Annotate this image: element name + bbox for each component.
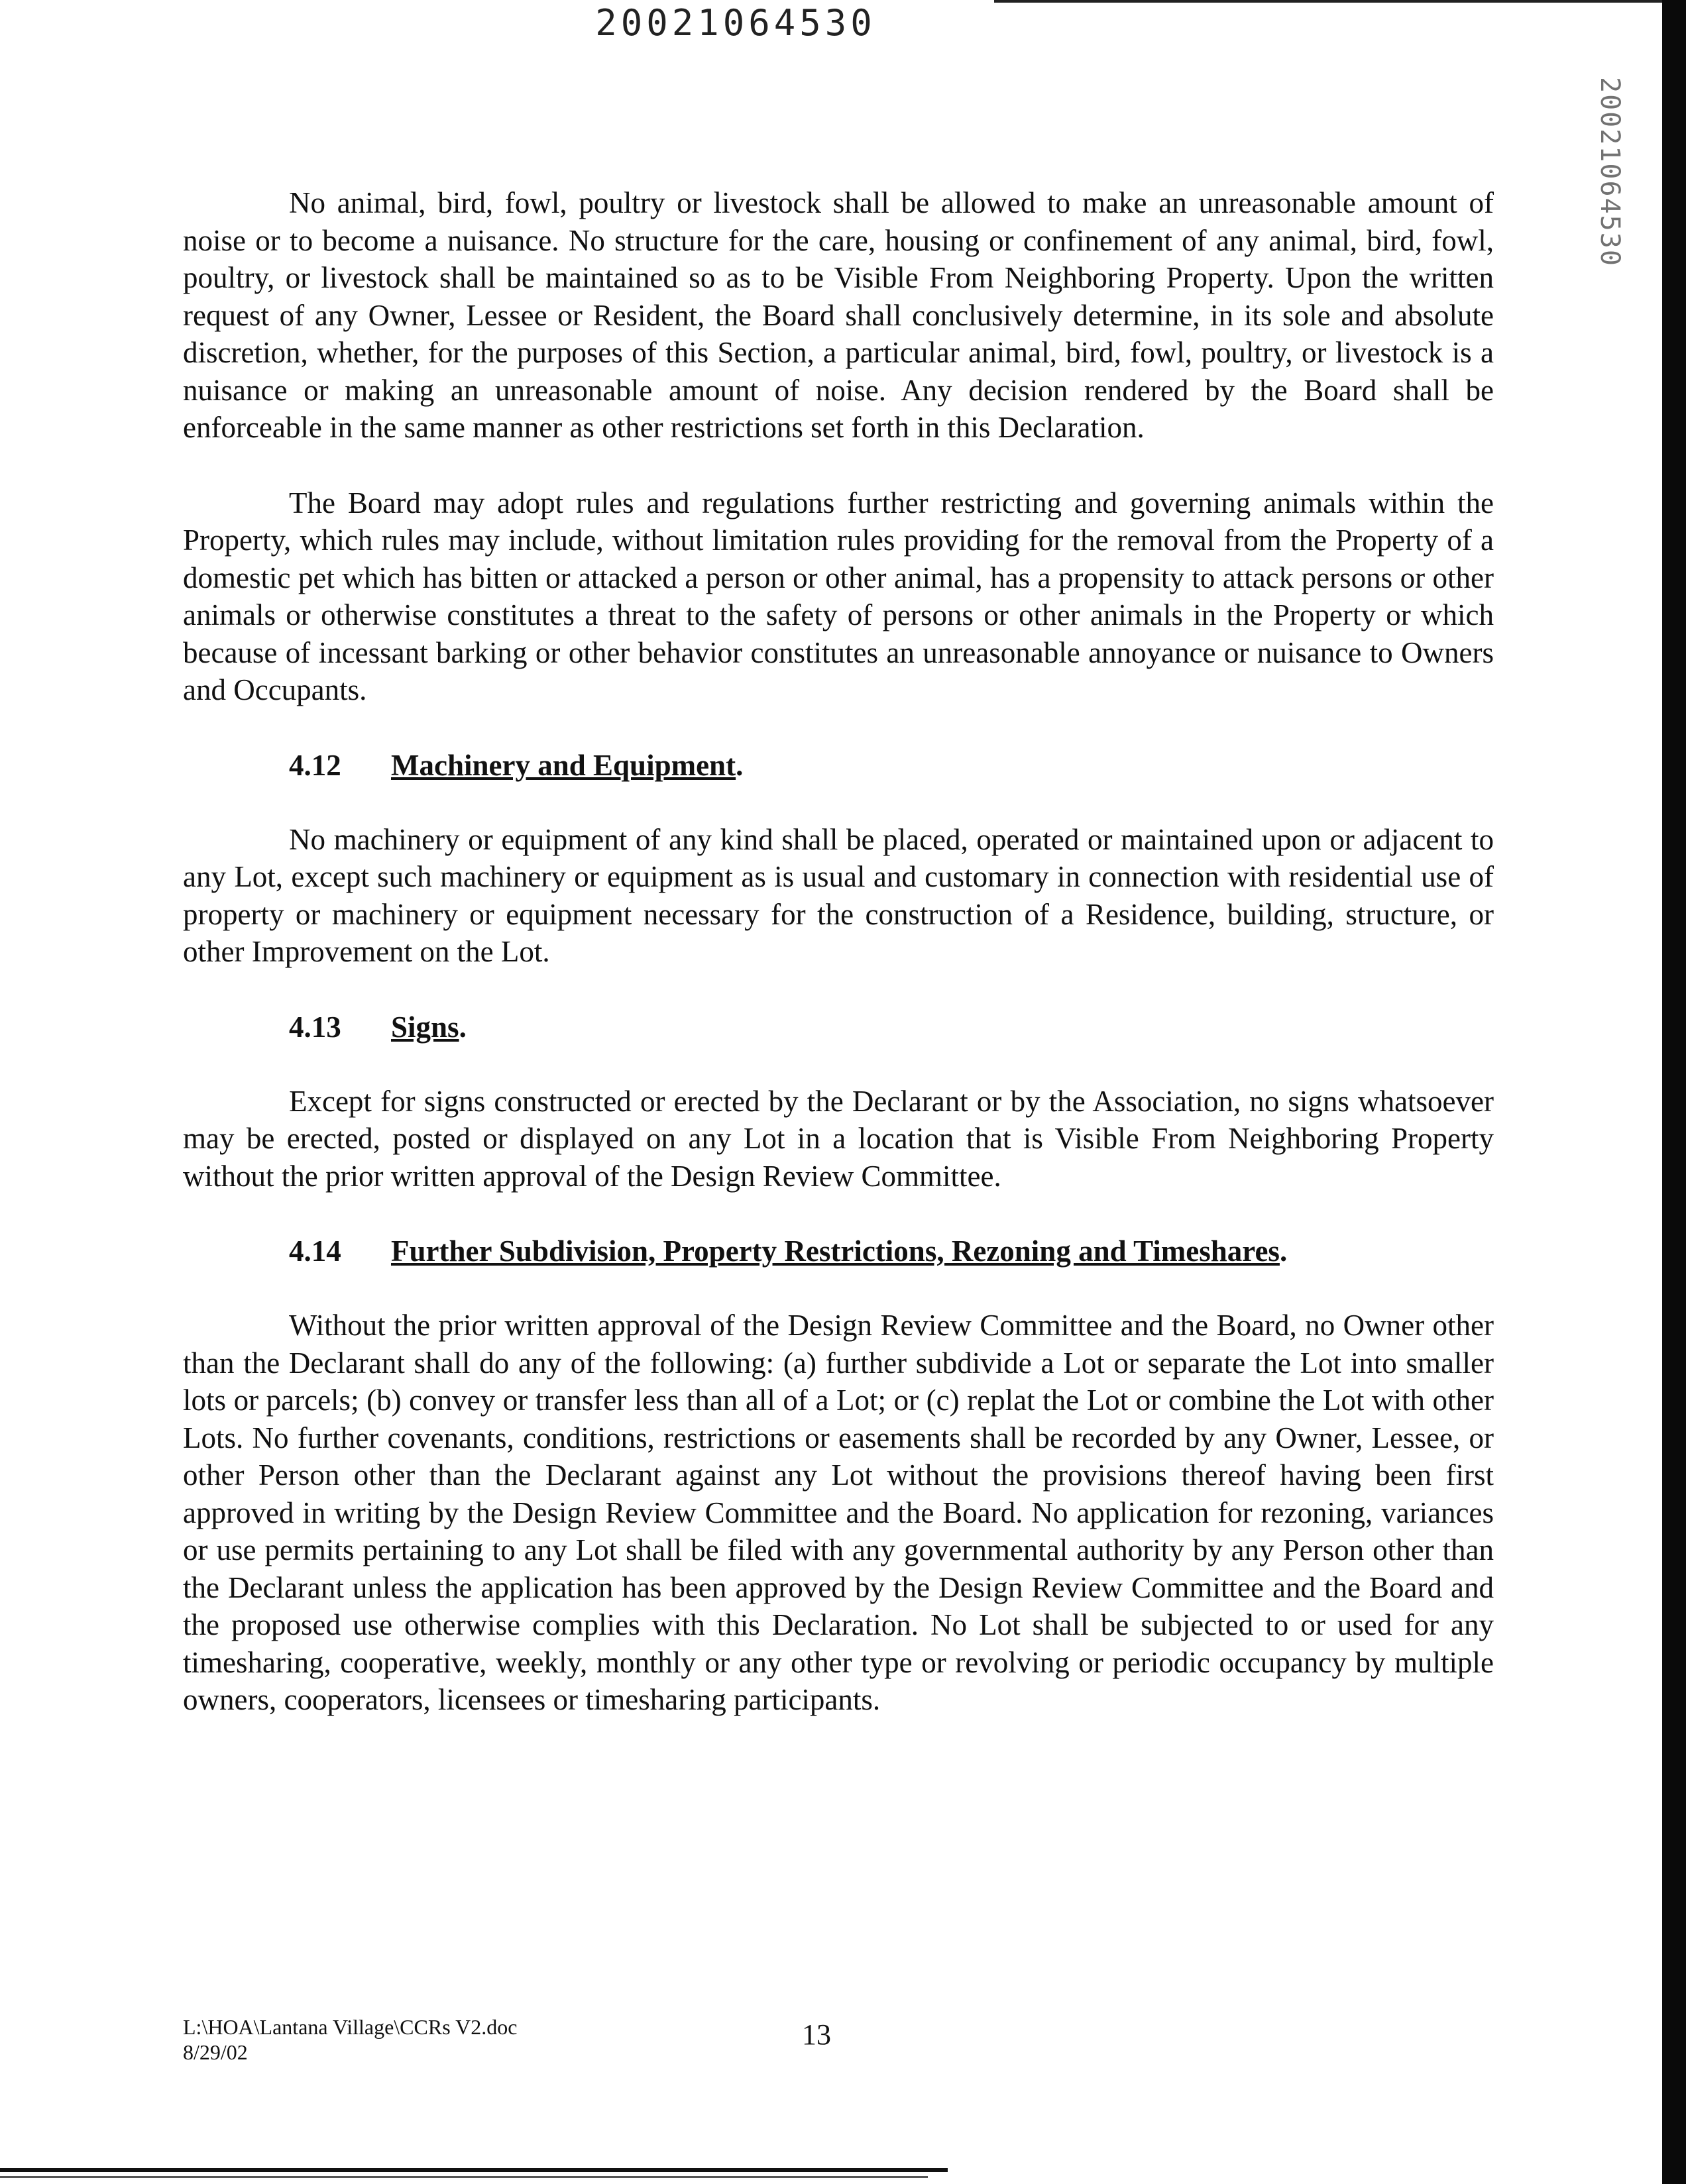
document-body [183, 184, 1494, 1757]
paragraph-animals-nuisance: No animal, bird, fowl, poultry or livestock shall be allowed to make an unreasonable amount of noise or to become a nuisance. No structure for the care, housing or confinement of any animal, bird, fowl, poultry, or livestock shall be maintained so as to be Visible From Neighboring Property. Upon the written request of any Owner, Lessee or Resident, the Board shall conclusively determine, in its sole and absolute discretion, whether, for the purposes of this Section, a particular animal, bird, fowl, poultry, or livestock is a nuisance or making an unreasonable amount of noise. Any decision rendered by the Board shall be enforceable in the same manner as other restrictions set forth in this Declaration. [183, 186, 1494, 444]
footer-date: 8/29/02 [183, 2040, 248, 2064]
section-heading-4-12: 4.12 Machinery and Equipment. [183, 747, 1494, 784]
top-rule [994, 0, 1686, 3]
page-number: 13 [802, 2018, 831, 2051]
section-heading-4-14: 4.14 Further Subdivision, Property Restrictions, Rezoning and Timeshares. [183, 1232, 1494, 1270]
section-number: 4.14 [289, 1234, 341, 1268]
section-title: Signs [391, 1010, 459, 1044]
side-stamp: 20021064530 [1595, 77, 1625, 267]
document-number: 20021064530 [595, 2, 876, 44]
section-number: 4.13 [289, 1010, 341, 1044]
paragraph-signs: Except for signs constructed or erected by the Declarant or by the Association, no signs whatsoever may be erected, posted or displayed on any Lot in a location that is Visible From Neighboring Property without the prior written approval of the Design Review Committee. [183, 1084, 1494, 1193]
footer-file-info [183, 2014, 517, 2065]
section-title: Machinery and Equipment [391, 748, 736, 782]
section-heading-4-13: 4.13 Signs. [183, 1009, 1494, 1046]
paragraph-animal-rules: The Board may adopt rules and regulations further restricting and governing animals within the Property, which rules may include, without limitation rules providing for the removal from the Property of a domestic pet which has bitten or attacked a person or other animal, has a propensity to attack persons or other animals or otherwise constitutes a threat to the safety of persons or other animals in the Property or which because of incessant barking or other behavior constitutes an unreasonable annoyance or nuisance to Owners and Occupants. [183, 486, 1494, 706]
bottom-rule-secondary [0, 2176, 928, 2178]
paragraph-machinery: No machinery or equipment of any kind shall be placed, operated or maintained upon or adjacent to any Lot, except such machinery or equipment as is usual and customary in connection with residential use of property or machinery or equipment necessary for the construction of a Residence, building, structure, or other Improvement on the Lot. [183, 822, 1494, 968]
paragraph-subdivision: Without the prior written approval of the Design Review Committee and the Board, no Owner other than the Declarant shall do any of the following: (a) further subdivide a Lot or separate the Lot into smaller lots or parcels; (b) convey or transfer less than all of a Lot; or (c) replat the Lot or combine the Lot with other Lots. No further covenants, conditions, restrictions or easements shall be recorded by any Owner, Lessee, or other Person other than the Declarant against any Lot without the provisions thereof having been first approved in writing by the Design Review Committee and the Board. No application for rezoning, variances or use permits pertaining to any Lot shall be filed with any governmental authority by any Person other than the Declarant unless the application has been approved by the Design Review Committee and the Board and the proposed use otherwise complies with this Declaration. No Lot shall be subjected to or used for any timesharing, cooperative, weekly, monthly or any other type or revolving or periodic occupancy by multiple owners, cooperators, licensees or timesharing participants. [183, 1309, 1494, 1716]
section-title: Further Subdivision, Property Restrictions, Rezoning and Timeshares [391, 1234, 1280, 1268]
scan-edge [1662, 0, 1686, 2184]
footer-file-path: L:\HOA\Lantana Village\CCRs V2.doc [183, 2015, 518, 2039]
bottom-rule [0, 2168, 948, 2172]
section-number: 4.12 [289, 748, 341, 782]
